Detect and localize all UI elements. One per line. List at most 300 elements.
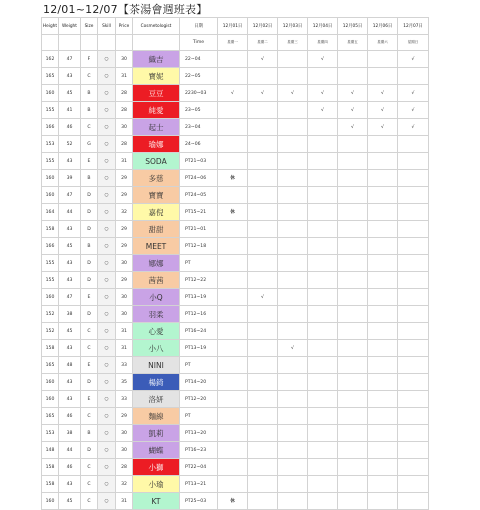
cell-size: B	[81, 238, 98, 255]
day-cell	[368, 459, 398, 476]
day-cell	[218, 102, 248, 119]
day-cell	[368, 408, 398, 425]
cell-size: G	[81, 136, 98, 153]
cell-skill: ○	[98, 170, 116, 187]
day-cell	[398, 425, 429, 442]
cell-cosmetologist-name: 織吉	[133, 51, 180, 68]
cell-height: 148	[42, 442, 59, 459]
cell-price: 31	[116, 68, 133, 85]
cell-height: 160	[42, 170, 59, 187]
header-weekday: 星期二	[248, 35, 278, 51]
cell-weight: 52	[59, 136, 81, 153]
header-weekday: 星期三	[278, 35, 308, 51]
sub-empty	[116, 35, 133, 51]
day-cell	[278, 68, 308, 85]
cell-cosmetologist-name: 嘉倪	[133, 204, 180, 221]
cell-time: PT13~21	[180, 476, 218, 493]
day-cell	[338, 68, 368, 85]
day-cell	[368, 323, 398, 340]
day-cell	[338, 374, 368, 391]
day-cell	[308, 272, 338, 289]
day-cell	[308, 289, 338, 306]
day-cell	[338, 442, 368, 459]
cell-cosmetologist-name: 小八	[133, 340, 180, 357]
cell-weight: 45	[59, 493, 81, 510]
cell-time: PT15~21	[180, 204, 218, 221]
cell-skill: ○	[98, 102, 116, 119]
cell-height: 160	[42, 493, 59, 510]
day-cell	[398, 136, 429, 153]
cell-weight: 45	[59, 323, 81, 340]
cell-time: PT14~20	[180, 374, 218, 391]
day-cell	[338, 459, 368, 476]
cell-cosmetologist-name: 茜茜	[133, 272, 180, 289]
day-cell	[278, 272, 308, 289]
check-mark: √	[398, 119, 429, 136]
cell-skill: ○	[98, 289, 116, 306]
day-cell	[398, 255, 429, 272]
schedule-row	[42, 102, 429, 119]
cell-height: 155	[42, 255, 59, 272]
cell-cosmetologist-name: 小獅	[133, 459, 180, 476]
cell-skill: ○	[98, 374, 116, 391]
cell-cosmetologist-name: 娜娜	[133, 255, 180, 272]
cell-time: PT21~01	[180, 221, 218, 238]
day-cell	[368, 238, 398, 255]
day-cell	[398, 476, 429, 493]
day-cell	[338, 340, 368, 357]
cell-size: D	[81, 221, 98, 238]
subheader-row	[42, 35, 429, 51]
day-cell	[338, 170, 368, 187]
check-mark: √	[368, 119, 398, 136]
cell-skill: ○	[98, 255, 116, 272]
header-weekday: 星期五	[338, 35, 368, 51]
cell-time: PT	[180, 255, 218, 272]
cell-skill: ○	[98, 204, 116, 221]
cell-cosmetologist-name: 起士	[133, 119, 180, 136]
cell-skill: ○	[98, 272, 116, 289]
cell-cosmetologist-name: 麵線	[133, 408, 180, 425]
cell-price: 29	[116, 187, 133, 204]
cell-size: D	[81, 306, 98, 323]
cell-time: PT	[180, 357, 218, 374]
day-cell	[338, 391, 368, 408]
day-cell	[308, 391, 338, 408]
day-cell	[398, 357, 429, 374]
cell-height: 158	[42, 459, 59, 476]
day-cell	[278, 476, 308, 493]
day-cell	[248, 204, 278, 221]
check-mark: √	[398, 85, 429, 102]
day-cell	[308, 323, 338, 340]
cell-height: 160	[42, 391, 59, 408]
cell-weight: 47	[59, 51, 81, 68]
day-off-mark: 休	[218, 204, 248, 221]
header-weekday: 星期一	[218, 35, 248, 51]
cell-skill: ○	[98, 425, 116, 442]
day-cell	[278, 119, 308, 136]
cell-time: PT16~24	[180, 323, 218, 340]
cell-time: PT24~06	[180, 170, 218, 187]
cell-height: 158	[42, 221, 59, 238]
day-cell	[248, 476, 278, 493]
day-cell	[278, 459, 308, 476]
schedule-row	[42, 391, 429, 408]
cell-cosmetologist-name: 洛妍	[133, 391, 180, 408]
check-mark: √	[308, 85, 338, 102]
schedule-row	[42, 340, 429, 357]
day-cell	[248, 323, 278, 340]
cell-size: D	[81, 187, 98, 204]
cell-price: 33	[116, 357, 133, 374]
day-cell	[368, 374, 398, 391]
cell-price: 32	[116, 476, 133, 493]
day-cell	[338, 204, 368, 221]
cell-height: 162	[42, 51, 59, 68]
day-cell	[398, 187, 429, 204]
cell-weight: 46	[59, 408, 81, 425]
cell-time: 22~04	[180, 51, 218, 68]
day-off-mark: 休	[218, 493, 248, 510]
day-cell	[278, 204, 308, 221]
cell-skill: ○	[98, 476, 116, 493]
schedule-title: 12/01~12/07【茶湯會週班表】	[43, 3, 208, 16]
cell-cosmetologist-name: 心愛	[133, 323, 180, 340]
cell-skill: ○	[98, 153, 116, 170]
day-cell	[308, 170, 338, 187]
cell-height: 155	[42, 153, 59, 170]
day-cell	[278, 493, 308, 510]
schedule-row	[42, 289, 429, 306]
day-cell	[248, 153, 278, 170]
day-cell	[218, 238, 248, 255]
sub-empty	[133, 35, 180, 51]
check-mark: √	[308, 51, 338, 68]
cell-size: C	[81, 459, 98, 476]
day-cell	[338, 136, 368, 153]
day-cell	[368, 289, 398, 306]
day-cell	[398, 442, 429, 459]
cell-weight: 43	[59, 68, 81, 85]
day-cell	[338, 187, 368, 204]
cell-height: 166	[42, 238, 59, 255]
header-cosmetologist: Cosmetologist	[133, 18, 180, 35]
cell-size: D	[81, 255, 98, 272]
cell-height: 165	[42, 408, 59, 425]
cell-time: PT13~20	[180, 425, 218, 442]
day-cell	[278, 51, 308, 68]
cell-size: B	[81, 102, 98, 119]
header-date: 12月02日	[248, 18, 278, 35]
cell-price: 31	[116, 493, 133, 510]
day-cell	[248, 391, 278, 408]
day-cell	[278, 221, 308, 238]
day-cell	[308, 476, 338, 493]
cell-size: D	[81, 272, 98, 289]
cell-time: PT12~18	[180, 238, 218, 255]
check-mark: √	[248, 289, 278, 306]
check-mark: √	[338, 119, 368, 136]
cell-size: E	[81, 357, 98, 374]
header-date-label: 日期	[180, 18, 218, 35]
cell-time: PT12~16	[180, 306, 218, 323]
day-cell	[278, 391, 308, 408]
cell-skill: ○	[98, 442, 116, 459]
day-cell	[398, 340, 429, 357]
day-cell	[338, 493, 368, 510]
day-cell	[338, 255, 368, 272]
cell-size: D	[81, 204, 98, 221]
schedule-row	[42, 408, 429, 425]
cell-height: 166	[42, 119, 59, 136]
day-cell	[368, 391, 398, 408]
cell-size: E	[81, 153, 98, 170]
day-cell	[398, 493, 429, 510]
day-cell	[218, 187, 248, 204]
day-cell	[338, 153, 368, 170]
schedule-row	[42, 442, 429, 459]
check-mark: √	[398, 102, 429, 119]
day-cell	[278, 425, 308, 442]
cell-cosmetologist-name: SODA	[133, 153, 180, 170]
cell-cosmetologist-name: 寶妮	[133, 68, 180, 85]
day-cell	[308, 425, 338, 442]
cell-cosmetologist-name: 寶寶	[133, 187, 180, 204]
day-cell	[218, 255, 248, 272]
cell-weight: 39	[59, 170, 81, 187]
cell-time: PT16~23	[180, 442, 218, 459]
day-cell	[248, 238, 278, 255]
day-cell	[368, 68, 398, 85]
cell-cosmetologist-name: 蝴蝶	[133, 442, 180, 459]
cell-height: 164	[42, 204, 59, 221]
day-cell	[308, 306, 338, 323]
cell-time: PT12~22	[180, 272, 218, 289]
cell-height: 160	[42, 289, 59, 306]
cell-skill: ○	[98, 391, 116, 408]
schedule-row	[42, 187, 429, 204]
cell-skill: ○	[98, 187, 116, 204]
schedule-row	[42, 272, 429, 289]
cell-size: B	[81, 85, 98, 102]
check-mark: √	[308, 102, 338, 119]
day-cell	[218, 476, 248, 493]
day-cell	[278, 238, 308, 255]
cell-skill: ○	[98, 323, 116, 340]
day-cell	[368, 306, 398, 323]
cell-price: 29	[116, 408, 133, 425]
day-cell	[218, 408, 248, 425]
header-size: Size	[81, 18, 98, 35]
day-cell	[338, 476, 368, 493]
check-mark: √	[368, 85, 398, 102]
cell-height: 160	[42, 85, 59, 102]
cell-weight: 43	[59, 221, 81, 238]
header-price: Price	[116, 18, 133, 35]
cell-price: 30	[116, 442, 133, 459]
day-cell	[398, 204, 429, 221]
sub-empty	[98, 35, 116, 51]
cell-price: 31	[116, 323, 133, 340]
day-cell	[218, 391, 248, 408]
schedule-row	[42, 85, 429, 102]
schedule-row	[42, 170, 429, 187]
day-cell	[368, 357, 398, 374]
day-cell	[398, 289, 429, 306]
cell-height: 152	[42, 306, 59, 323]
sub-empty	[42, 35, 59, 51]
cell-weight: 44	[59, 204, 81, 221]
cell-time: PT	[180, 408, 218, 425]
cell-skill: ○	[98, 238, 116, 255]
day-cell	[218, 442, 248, 459]
cell-size: B	[81, 425, 98, 442]
day-cell	[248, 408, 278, 425]
day-cell	[398, 323, 429, 340]
day-cell	[368, 476, 398, 493]
cell-size: C	[81, 476, 98, 493]
check-mark: √	[398, 51, 429, 68]
cell-price: 29	[116, 221, 133, 238]
header-date: 12月05日	[338, 18, 368, 35]
cell-skill: ○	[98, 68, 116, 85]
day-cell	[218, 357, 248, 374]
day-cell	[248, 68, 278, 85]
cell-height: 158	[42, 476, 59, 493]
day-cell	[308, 340, 338, 357]
day-cell	[398, 272, 429, 289]
day-cell	[248, 459, 278, 476]
day-cell	[308, 357, 338, 374]
cell-height: 165	[42, 357, 59, 374]
day-cell	[248, 255, 278, 272]
cell-price: 33	[116, 391, 133, 408]
cell-weight: 43	[59, 476, 81, 493]
title-bar	[41, 0, 429, 17]
header-skill: Skill	[98, 18, 116, 35]
cell-height: 153	[42, 136, 59, 153]
day-cell	[398, 153, 429, 170]
day-cell	[218, 68, 248, 85]
cell-price: 28	[116, 85, 133, 102]
cell-height: 155	[42, 102, 59, 119]
cell-cosmetologist-name: 羽柔	[133, 306, 180, 323]
check-mark: √	[338, 85, 368, 102]
day-cell	[278, 374, 308, 391]
cell-weight: 38	[59, 425, 81, 442]
check-mark: √	[368, 102, 398, 119]
day-cell	[308, 493, 338, 510]
day-cell	[368, 170, 398, 187]
day-cell	[248, 102, 278, 119]
day-cell	[278, 323, 308, 340]
day-cell	[398, 68, 429, 85]
day-cell	[338, 238, 368, 255]
cell-time: PT25~03	[180, 493, 218, 510]
day-cell	[278, 170, 308, 187]
header-date: 12月01日	[218, 18, 248, 35]
schedule-row	[42, 493, 429, 510]
schedule-row	[42, 119, 429, 136]
day-cell	[338, 323, 368, 340]
day-cell	[248, 340, 278, 357]
cell-cosmetologist-name: 小瑜	[133, 476, 180, 493]
cell-time: 23~04	[180, 119, 218, 136]
day-cell	[248, 170, 278, 187]
cell-cosmetologist-name: 小Q	[133, 289, 180, 306]
cell-skill: ○	[98, 459, 116, 476]
cell-weight: 41	[59, 102, 81, 119]
day-cell	[218, 119, 248, 136]
cell-size: C	[81, 119, 98, 136]
header-weekday: 星期四	[308, 35, 338, 51]
day-cell	[218, 425, 248, 442]
cell-height: 160	[42, 187, 59, 204]
cell-price: 28	[116, 136, 133, 153]
schedule-row	[42, 306, 429, 323]
day-cell	[278, 306, 308, 323]
day-cell	[308, 374, 338, 391]
cell-size: E	[81, 391, 98, 408]
header-date: 12月07日	[398, 18, 429, 35]
day-cell	[218, 374, 248, 391]
day-cell	[218, 51, 248, 68]
schedule-row	[42, 323, 429, 340]
sub-empty	[81, 35, 98, 51]
cell-time: 2230~03	[180, 85, 218, 102]
schedule-row	[42, 476, 429, 493]
header-date: 12月06日	[368, 18, 398, 35]
schedule-table	[41, 17, 429, 510]
cell-price: 31	[116, 153, 133, 170]
cell-cosmetologist-name: 豆豆	[133, 85, 180, 102]
check-mark: √	[218, 85, 248, 102]
day-cell	[338, 425, 368, 442]
cell-height: 155	[42, 272, 59, 289]
cell-weight: 45	[59, 238, 81, 255]
day-cell	[248, 187, 278, 204]
day-cell	[218, 221, 248, 238]
header-weekday: 星期六	[368, 35, 398, 51]
day-cell	[278, 136, 308, 153]
cell-weight: 43	[59, 374, 81, 391]
cell-price: 28	[116, 102, 133, 119]
day-cell	[308, 153, 338, 170]
cell-cosmetologist-name: 瑜娜	[133, 136, 180, 153]
schedule-row	[42, 357, 429, 374]
cell-height: 158	[42, 340, 59, 357]
day-cell	[368, 153, 398, 170]
day-cell	[338, 221, 368, 238]
cell-time: 24~06	[180, 136, 218, 153]
day-cell	[308, 119, 338, 136]
day-cell	[398, 408, 429, 425]
cell-cosmetologist-name: 楊錡	[133, 374, 180, 391]
schedule-row	[42, 221, 429, 238]
cell-weight: 43	[59, 340, 81, 357]
day-cell	[248, 357, 278, 374]
cell-skill: ○	[98, 493, 116, 510]
day-cell	[398, 238, 429, 255]
day-cell	[368, 493, 398, 510]
day-cell	[248, 442, 278, 459]
day-cell	[218, 306, 248, 323]
header-date: 12月04日	[308, 18, 338, 35]
cell-skill: ○	[98, 408, 116, 425]
day-cell	[248, 119, 278, 136]
cell-price: 28	[116, 459, 133, 476]
